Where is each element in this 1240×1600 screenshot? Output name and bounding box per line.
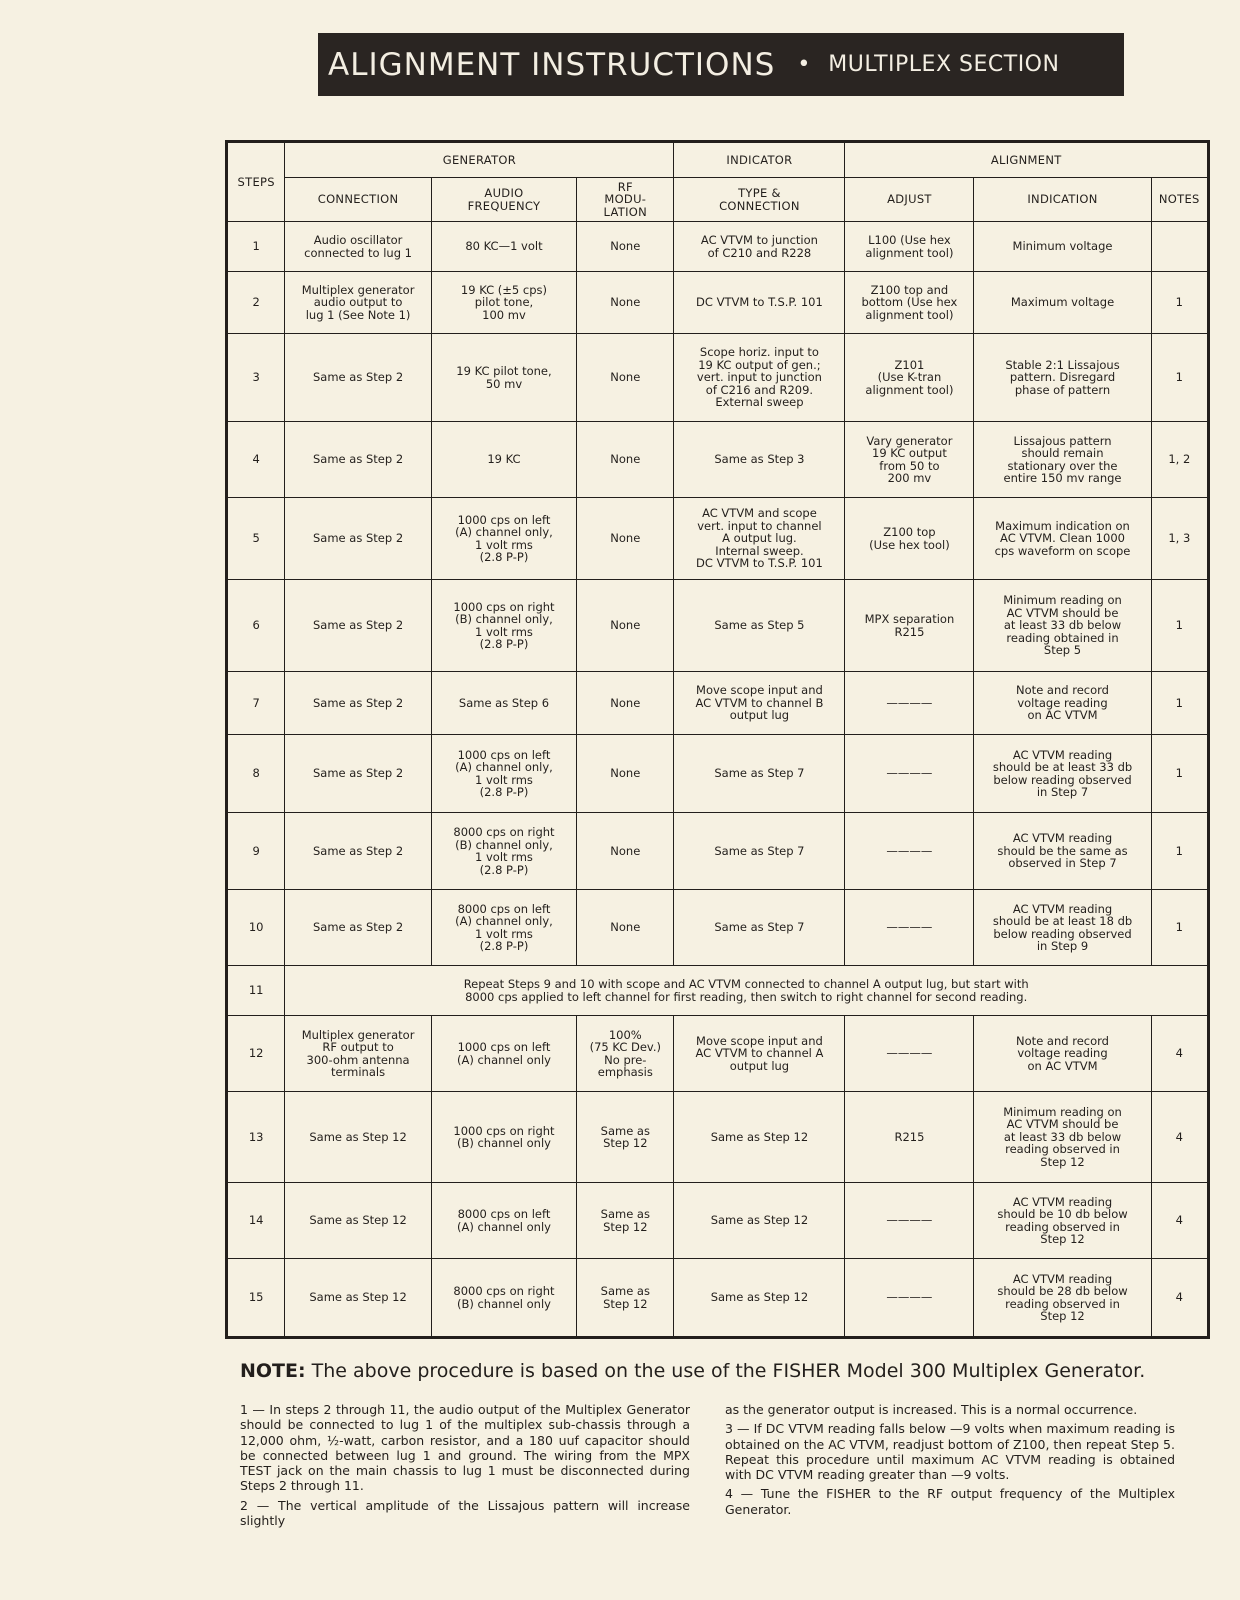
connection-cell: Same as Step 2 [285, 813, 431, 890]
rf-modulation-cell: None [577, 272, 674, 334]
step-number: 13 [227, 1092, 285, 1183]
adjust-header: ADJUST [845, 178, 974, 222]
indicator-cell: Same as Step 12 [674, 1259, 845, 1338]
rf-modulation-cell: None [577, 422, 674, 498]
table-row [227, 272, 1209, 334]
indicator-cell: AC VTVM to junction of C210 and R228 [674, 222, 845, 272]
table-row [227, 1092, 1209, 1183]
audio-frequency-cell: 1000 cps on left (A) channel only [431, 1016, 576, 1092]
indicator-cell: DC VTVM to T.S.P. 101 [674, 272, 845, 334]
step-number: 11 [227, 966, 285, 1016]
step-number: 10 [227, 890, 285, 966]
indicator-cell: Same as Step 3 [674, 422, 845, 498]
step-number: 14 [227, 1183, 285, 1259]
audio-frequency-cell: 8000 cps on right (B) channel only, 1 volt rms (2.8 P-P) [431, 813, 576, 890]
notes-cell: 4 [1151, 1092, 1208, 1183]
rf-modulation-cell: None [577, 890, 674, 966]
audio-frequency-cell: Same as Step 6 [431, 672, 576, 735]
indicator-cell: Same as Step 12 [674, 1183, 845, 1259]
rf-modulation-cell: None [577, 735, 674, 813]
notes-cell: 1, 3 [1151, 498, 1208, 580]
indication-cell: Minimum reading on AC VTVM should be at least 33 db below reading obtained in Step 5 [974, 580, 1151, 672]
connection-cell: Multiplex generator RF output to 300-ohm antenna terminals [285, 1016, 431, 1092]
indicator-cell: Same as Step 12 [674, 1092, 845, 1183]
footnote-4: 4 — Tune the FISHER to the RF output frequency of the Multiplex Generator. [725, 1486, 1175, 1517]
adjust-cell: Z100 top (Use hex tool) [845, 498, 974, 580]
table-row [227, 966, 1209, 1016]
notes-cell: 4 [1151, 1259, 1208, 1338]
audio-frequency-cell: 80 KC—1 volt [431, 222, 576, 272]
rf-modulation-cell: None [577, 498, 674, 580]
step-number: 7 [227, 672, 285, 735]
indication-cell: Maximum indication on AC VTVM. Clean 1000 cps waveform on scope [974, 498, 1151, 580]
steps-header: STEPS [227, 142, 285, 222]
rf-modulation-cell: Same as Step 12 [577, 1259, 674, 1338]
step-number: 3 [227, 334, 285, 422]
table-row [227, 498, 1209, 580]
footnote-2-continued: as the generator output is increased. This is a normal occurrence. [725, 1402, 1138, 1417]
connection-header: CONNECTION [285, 178, 431, 222]
indicator-cell: Move scope input and AC VTVM to channel B output lug [674, 672, 845, 735]
indication-cell: AC VTVM reading should be the same as observed in Step 7 [974, 813, 1151, 890]
notes-cell: 1 [1151, 813, 1208, 890]
steps-12-15 [227, 1016, 1209, 1338]
connection-cell: Same as Step 2 [285, 890, 431, 966]
audio-frequency-cell: 19 KC [431, 422, 576, 498]
rf-modulation-cell: None [577, 813, 674, 890]
indication-cell: AC VTVM reading should be at least 33 db below reading observed in Step 7 [974, 735, 1151, 813]
step-number: 5 [227, 498, 285, 580]
notes-cell: 4 [1151, 1183, 1208, 1259]
connection-cell: Same as Step 2 [285, 422, 431, 498]
indication-cell: Note and record voltage reading on AC VTVM [974, 672, 1151, 735]
footnote-3: 3 — If DC VTVM reading falls below —9 volts when maximum reading is obtained on the AC VTVM, readjust bottom of Z100, then repeat Step 5. Repeat this procedure until maximum AC VTVM reading is obtained with DC VTVM reading greater than —9 volts. [725, 1421, 1175, 1483]
table-row [227, 1183, 1209, 1259]
indication-cell: Note and record voltage reading on AC VTVM [974, 1016, 1151, 1092]
connection-cell: Multiplex generator audio output to lug 1 (See Note 1) [285, 272, 431, 334]
notes-cell: 1 [1151, 580, 1208, 672]
table-row [227, 580, 1209, 672]
indication-cell: AC VTVM reading should be at least 18 db below reading observed in Step 9 [974, 890, 1151, 966]
generator-group-header: GENERATOR [285, 142, 674, 178]
adjust-cell: Vary generator 19 KC output from 50 to 200 mv [845, 422, 974, 498]
table-row [227, 422, 1209, 498]
indicator-cell: Same as Step 7 [674, 890, 845, 966]
footnote-1: 1 — In steps 2 through 11, the audio output of the Multiplex Generator should be connected to lug 1 of the multiplex sub-chassis through a 12,000 ohm, ½-watt, carbon resistor, and a 180 uuf capacitor should be connected between lug 1 and ground. The wiring from the MPX TEST jack on the main chassis to lug 1 must be disconnected during Steps 2 through 11. [240, 1402, 690, 1494]
audio-frequency-cell: 1000 cps on left (A) channel only, 1 volt rms (2.8 P-P) [431, 498, 576, 580]
notes-cell: 1 [1151, 735, 1208, 813]
indicator-cell: AC VTVM and scope vert. input to channel A output lug. Internal sweep. DC VTVM to T.S.P. 101 [674, 498, 845, 580]
connection-cell: Same as Step 2 [285, 735, 431, 813]
indicator-cell: Scope horiz. input to 19 KC output of gen.; vert. input to junction of C216 and R209. External sweep [674, 334, 845, 422]
adjust-cell: ———— [845, 672, 974, 735]
connection-cell: Same as Step 12 [285, 1092, 431, 1183]
indication-header: INDICATION [974, 178, 1151, 222]
procedure-note [240, 1360, 1220, 1382]
indication-cell: Minimum voltage [974, 222, 1151, 272]
footnote-2: 2 — The vertical amplitude of the Lissajous pattern will increase slightly [240, 1497, 690, 1529]
rf-modulation-cell: Same as Step 12 [577, 1092, 674, 1183]
rf-modulation-cell: None [577, 222, 674, 272]
notes-header: NOTES [1151, 178, 1208, 222]
indication-cell: AC VTVM reading should be 10 db below reading observed in Step 12 [974, 1183, 1151, 1259]
audio-frequency-cell: 19 KC (±5 cps) pilot tone, 100 mv [431, 272, 576, 334]
indication-cell: Maximum voltage [974, 272, 1151, 334]
step-number: 2 [227, 272, 285, 334]
rf-modulation-cell: None [577, 580, 674, 672]
alignment-table [225, 140, 1210, 1339]
audio-frequency-header: AUDIO FREQUENCY [431, 178, 576, 222]
step-number: 1 [227, 222, 285, 272]
adjust-cell: ———— [845, 735, 974, 813]
adjust-cell: L100 (Use hex alignment tool) [845, 222, 974, 272]
note-text: The above procedure is based on the use of the FISHER Model 300 Multiplex Generator. [311, 1360, 1146, 1382]
audio-frequency-cell: 8000 cps on right (B) channel only [431, 1259, 576, 1338]
adjust-cell: ———— [845, 1259, 974, 1338]
audio-frequency-cell: 1000 cps on right (B) channel only, 1 volt rms (2.8 P-P) [431, 580, 576, 672]
table-row [227, 222, 1209, 272]
table-row [227, 672, 1209, 735]
rf-modulation-cell: Same as Step 12 [577, 1183, 674, 1259]
indicator-group-header: INDICATOR [674, 142, 845, 178]
footnotes-left [240, 1402, 690, 1532]
indicator-cell: Same as Step 5 [674, 580, 845, 672]
rf-modulation-cell: None [577, 334, 674, 422]
adjust-cell: MPX separation R215 [845, 580, 974, 672]
connection-cell: Same as Step 2 [285, 580, 431, 672]
connection-cell: Same as Step 2 [285, 498, 431, 580]
connection-cell: Same as Step 12 [285, 1183, 431, 1259]
connection-cell: Same as Step 12 [285, 1259, 431, 1338]
banner-subtitle: MULTIPLEX SECTION [828, 52, 1060, 77]
adjust-cell: Z100 top and bottom (Use hex alignment tool) [845, 272, 974, 334]
step-number: 6 [227, 580, 285, 672]
repeat-instruction: Repeat Steps 9 and 10 with scope and AC VTVM connected to channel A output lug, but start with 8000 cps applied to left channel for first reading, then switch to right channel for second reading. [285, 966, 1209, 1016]
alignment-group-header: ALIGNMENT [845, 142, 1209, 178]
notes-cell [1151, 222, 1208, 272]
audio-frequency-cell: 8000 cps on left (A) channel only [431, 1183, 576, 1259]
indication-cell: Lissajous pattern should remain stationary over the entire 150 mv range [974, 422, 1151, 498]
step-number: 8 [227, 735, 285, 813]
notes-cell: 1 [1151, 890, 1208, 966]
notes-cell: 1 [1151, 272, 1208, 334]
indicator-cell: Move scope input and AC VTVM to channel A output lug [674, 1016, 845, 1092]
rf-modulation-cell: None [577, 672, 674, 735]
note-label: NOTE: [240, 1360, 306, 1382]
steps-1-10 [227, 222, 1209, 966]
indication-cell: Stable 2:1 Lissajous pattern. Disregard phase of pattern [974, 334, 1151, 422]
audio-frequency-cell: 1000 cps on left (A) channel only, 1 volt rms (2.8 P-P) [431, 735, 576, 813]
table-row [227, 1016, 1209, 1092]
notes-cell: 1, 2 [1151, 422, 1208, 498]
notes-cell: 1 [1151, 334, 1208, 422]
page-banner [318, 33, 1124, 96]
connection-cell: Audio oscillator connected to lug 1 [285, 222, 431, 272]
table-row [227, 890, 1209, 966]
audio-frequency-cell: 1000 cps on right (B) channel only [431, 1092, 576, 1183]
step-number: 12 [227, 1016, 285, 1092]
type-connection-header: TYPE & CONNECTION [674, 178, 845, 222]
notes-cell: 1 [1151, 672, 1208, 735]
footnotes-right [725, 1402, 1175, 1532]
footnotes [240, 1402, 1175, 1532]
table-row [227, 813, 1209, 890]
indicator-cell: Same as Step 7 [674, 735, 845, 813]
step-number: 9 [227, 813, 285, 890]
step-number: 4 [227, 422, 285, 498]
rf-modulation-cell: 100% (75 KC Dev.) No pre- emphasis [577, 1016, 674, 1092]
banner-title: ALIGNMENT INSTRUCTIONS [328, 46, 776, 83]
table-row [227, 1259, 1209, 1338]
connection-cell: Same as Step 2 [285, 334, 431, 422]
adjust-cell: Z101 (Use K-tran alignment tool) [845, 334, 974, 422]
indicator-cell: Same as Step 7 [674, 813, 845, 890]
audio-frequency-cell: 8000 cps on left (A) channel only, 1 volt rms (2.8 P-P) [431, 890, 576, 966]
banner-separator: • [797, 52, 811, 77]
step-number: 15 [227, 1259, 285, 1338]
notes-cell: 4 [1151, 1016, 1208, 1092]
connection-cell: Same as Step 2 [285, 672, 431, 735]
adjust-cell: ———— [845, 813, 974, 890]
adjust-cell: ———— [845, 890, 974, 966]
adjust-cell: ———— [845, 1183, 974, 1259]
adjust-cell: R215 [845, 1092, 974, 1183]
table-row [227, 334, 1209, 422]
indication-cell: Minimum reading on AC VTVM should be at least 33 db below reading observed in Step 12 [974, 1092, 1151, 1183]
step-11 [227, 966, 1209, 1016]
table-row [227, 735, 1209, 813]
audio-frequency-cell: 19 KC pilot tone, 50 mv [431, 334, 576, 422]
adjust-cell: ———— [845, 1016, 974, 1092]
indication-cell: AC VTVM reading should be 28 db below reading observed in Step 12 [974, 1259, 1151, 1338]
rf-modulation-header: RF MODU- LATION [577, 178, 674, 222]
